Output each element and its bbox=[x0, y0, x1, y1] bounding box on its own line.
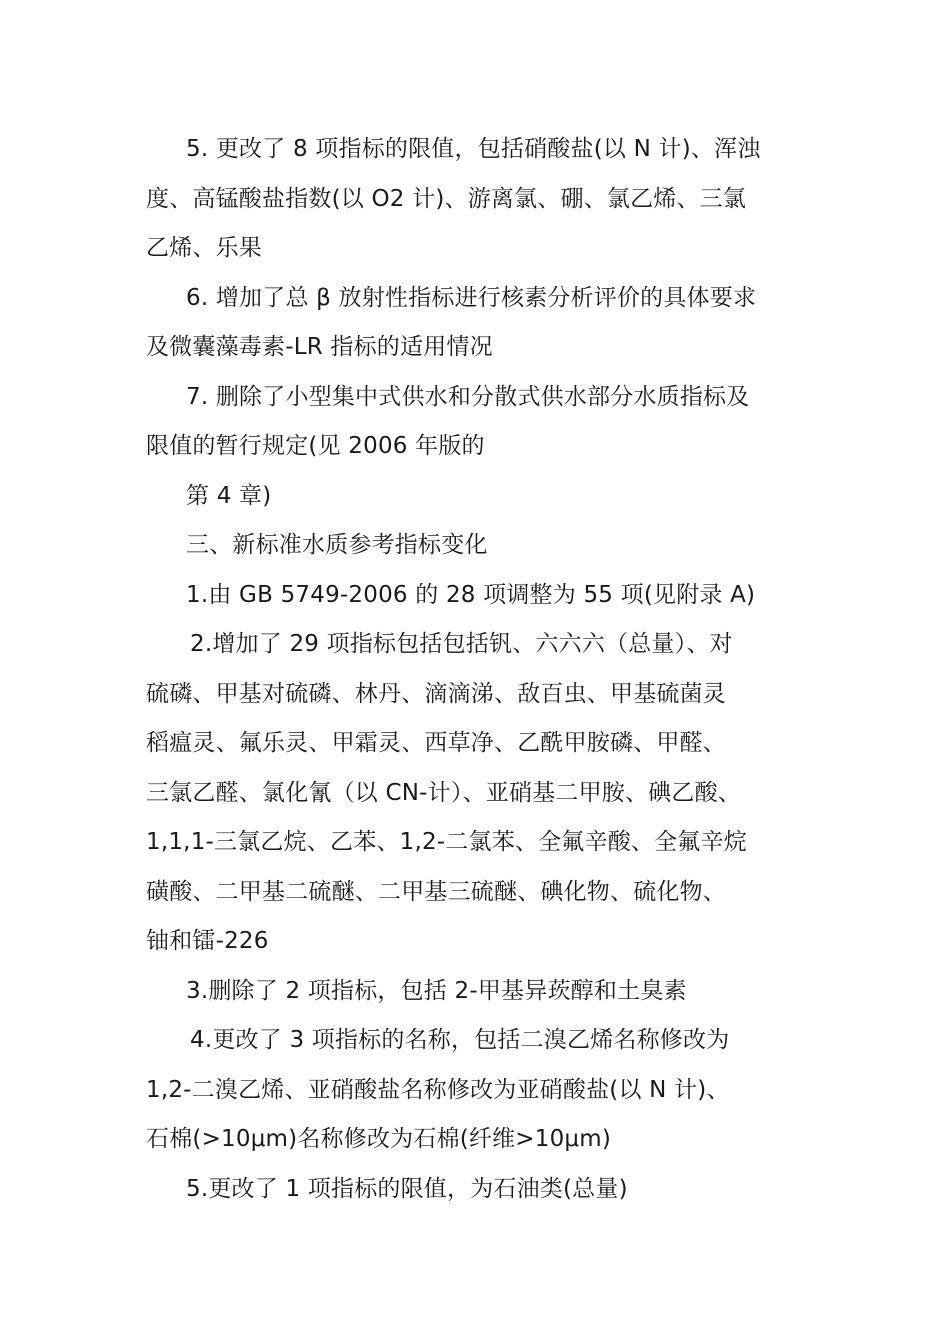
text-line-ref2-f: 磺酸、二甲基二硫醚、二甲基三硫醚、碘化物、硫化物、 bbox=[146, 878, 726, 905]
text-line-item5-b: 度、高锰酸盐指数(以 O2 计)、游离氯、硼、氯乙烯、三氯 bbox=[146, 185, 747, 212]
text-line-item7-a: 7. 删除了小型集中式供水和分散式供水部分水质指标及 bbox=[186, 383, 750, 410]
text-line-ref3: 3.删除了 2 项指标，包括 2-甲基异莰醇和土臭素 bbox=[186, 977, 687, 1004]
text-line-ref2-c: 稻瘟灵、氟乐灵、甲霜灵、西草净、乙酰甲胺磷、甲醛、 bbox=[146, 730, 726, 756]
text-line-item7-b: 限值的暂行规定(见 2006 年版的 bbox=[146, 433, 485, 459]
text-line-ref2-d: 三氯乙醛、氯化氰（以 CN-计）、亚硝基二甲胺、碘乙酸、 bbox=[146, 779, 741, 806]
text-line-ref2-b: 硫磷、甲基对硫磷、林丹、滴滴涕、敌百虫、甲基硫菌灵 bbox=[146, 680, 726, 707]
text-line-item5-c: 乙烯、乐果 bbox=[146, 235, 262, 261]
text-line-item5-a: 5. 更改了 8 项指标的限值，包括硝酸盐(以 N 计)、浑浊 bbox=[186, 136, 761, 162]
text-line-item7-c: 第 4 章) bbox=[186, 482, 272, 509]
text-line-item6-b: 及微囊藻毒素-LR 指标的适用情况 bbox=[146, 334, 493, 360]
text-line-ref1: 1.由 GB 5749-2006 的 28 项调整为 55 项(见附录 A) bbox=[186, 581, 756, 608]
text-line-ref2-g: 铀和镭-226 bbox=[146, 928, 269, 954]
text-line-ref4-c: 石棉(>10μm)名称修改为石棉(纤维>10μm) bbox=[146, 1126, 612, 1152]
text-line-item6-a: 6. 增加了总 β 放射性指标进行核素分析评价的具体要求 bbox=[186, 284, 757, 311]
text-line-ref4-b: 1,2-二溴乙烯、亚硝酸盐名称修改为亚硝酸盐(以 N 计)、 bbox=[146, 1076, 730, 1103]
text-line-ref2-a: 2.增加了 29 项指标包括包括钒、六六六（总量）、对 bbox=[190, 631, 733, 657]
section-heading: 三、新标准水质参考指标变化 bbox=[186, 532, 488, 558]
text-line-ref2-e: 1,1,1-三氯乙烷、乙苯、1,2-二氯苯、全氟辛酸、全氟辛烷 bbox=[146, 829, 747, 855]
document-body bbox=[146, 125, 814, 1214]
text-line-ref4-a: 4.更改了 3 项指标的名称，包括二溴乙烯名称修改为 bbox=[190, 1027, 730, 1053]
text-line-ref5: 5.更改了 1 项指标的限值，为石油类(总量) bbox=[186, 1175, 628, 1202]
